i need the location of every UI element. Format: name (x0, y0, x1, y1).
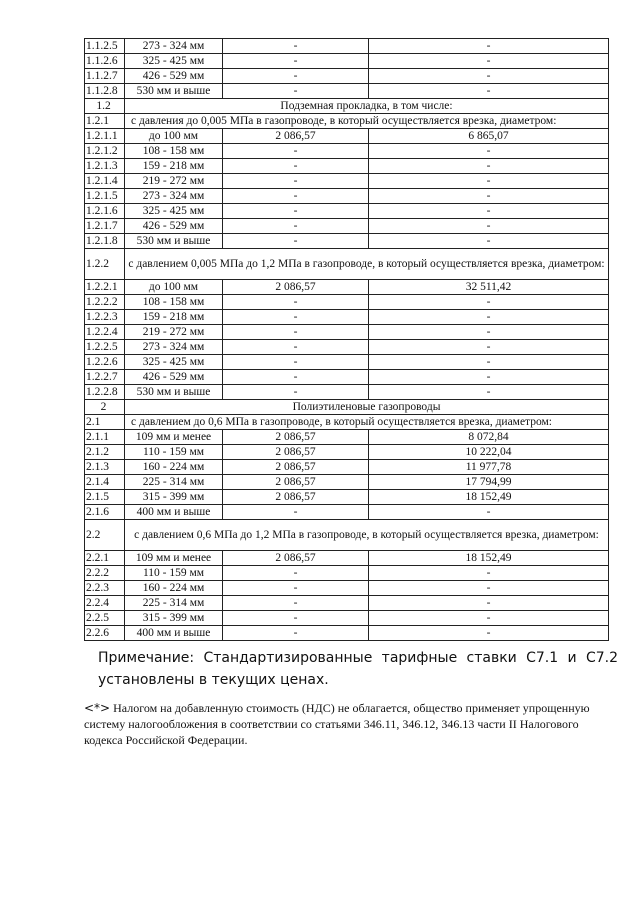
row-number: 1.2.2.6 (85, 355, 125, 370)
row-diameter: 400 мм и выше (125, 626, 223, 641)
row-number: 2.2.3 (85, 581, 125, 596)
table-row (85, 144, 609, 159)
row-heading: Полиэтиленовые газопроводы (125, 400, 609, 415)
row-number: 1.2.1.2 (85, 144, 125, 159)
row-diameter: 159 - 218 мм (125, 159, 223, 174)
subsection-header-row (85, 249, 609, 280)
row-rate-1: - (223, 69, 369, 84)
row-number: 2.2.4 (85, 596, 125, 611)
row-rate-2: 10 222,04 (369, 445, 609, 460)
row-number: 2.2.5 (85, 611, 125, 626)
row-rate-1: - (223, 310, 369, 325)
row-rate-2: - (369, 596, 609, 611)
row-number: 1.2.1.6 (85, 204, 125, 219)
row-number: 2.2.1 (85, 551, 125, 566)
row-rate-2: - (369, 566, 609, 581)
row-number: 1.2.1.5 (85, 189, 125, 204)
table-row (85, 355, 609, 370)
table-note: Примечание: Стандартизированные тарифные ставки C7.1 и C7.2 установлены в текущих ценах. (98, 650, 618, 688)
row-rate-2: - (369, 159, 609, 174)
subsection-header-row (85, 520, 609, 551)
row-diameter: 110 - 159 мм (125, 566, 223, 581)
row-rate-2: - (369, 325, 609, 340)
row-rate-1: - (223, 189, 369, 204)
row-rate-2: - (369, 174, 609, 189)
row-diameter: 225 - 314 мм (125, 475, 223, 490)
section-header-row (85, 400, 609, 415)
row-number: 2.1.5 (85, 490, 125, 505)
row-rate-2: - (369, 611, 609, 626)
row-diameter: 109 мм и менее (125, 551, 223, 566)
row-rate-2: - (369, 234, 609, 249)
table-row (85, 69, 609, 84)
row-rate-1: - (223, 144, 369, 159)
row-number: 2.1.4 (85, 475, 125, 490)
row-diameter: 315 - 399 мм (125, 611, 223, 626)
row-number: 1.2.1.3 (85, 159, 125, 174)
table-row (85, 505, 609, 520)
row-rate-2: - (369, 84, 609, 99)
row-number: 1.2.1.1 (85, 129, 125, 144)
row-number: 1.2.2.8 (85, 385, 125, 400)
row-rate-1: 2 086,57 (223, 475, 369, 490)
table-row (85, 174, 609, 189)
table-row (85, 234, 609, 249)
row-diameter: 225 - 314 мм (125, 596, 223, 611)
row-heading: с давлением 0,6 МПа до 1,2 МПа в газопроводе, в который осуществляется врезка, диаметром: (125, 520, 609, 551)
row-diameter: 426 - 529 мм (125, 370, 223, 385)
row-diameter: 325 - 425 мм (125, 54, 223, 69)
row-diameter: 159 - 218 мм (125, 310, 223, 325)
table-row (85, 159, 609, 174)
row-number: 1.2.2.1 (85, 280, 125, 295)
row-diameter: 219 - 272 мм (125, 325, 223, 340)
table-row (85, 370, 609, 385)
row-rate-2: 18 152,49 (369, 551, 609, 566)
row-rate-2: 8 072,84 (369, 430, 609, 445)
row-number: 2.1.3 (85, 460, 125, 475)
table-row (85, 340, 609, 355)
table-row (85, 204, 609, 219)
table-row (85, 626, 609, 641)
row-rate-2: - (369, 219, 609, 234)
row-number: 1.2.1 (85, 114, 125, 129)
section-header-row (85, 99, 609, 114)
table-row (85, 189, 609, 204)
row-number: 1.2.2 (85, 249, 125, 280)
row-diameter: 530 мм и выше (125, 84, 223, 99)
row-rate-2: 17 794,99 (369, 475, 609, 490)
row-rate-2: - (369, 370, 609, 385)
row-number: 1.1.2.6 (85, 54, 125, 69)
row-diameter: до 100 мм (125, 280, 223, 295)
row-diameter: 160 - 224 мм (125, 581, 223, 596)
row-rate-1: - (223, 54, 369, 69)
table-row (85, 310, 609, 325)
row-rate-1: - (223, 566, 369, 581)
table-row (85, 430, 609, 445)
row-rate-2: - (369, 189, 609, 204)
row-diameter: 273 - 324 мм (125, 39, 223, 54)
row-diameter: 108 - 158 мм (125, 144, 223, 159)
table-row (85, 611, 609, 626)
row-number: 1.2.1.8 (85, 234, 125, 249)
row-number: 1.1.2.5 (85, 39, 125, 54)
row-diameter: до 100 мм (125, 129, 223, 144)
row-heading: с давления до 0,005 МПа в газопроводе, в который осуществляется врезка, диаметром: (125, 114, 609, 129)
row-diameter: 110 - 159 мм (125, 445, 223, 460)
row-number: 1.2.2.5 (85, 340, 125, 355)
row-rate-2: - (369, 581, 609, 596)
row-rate-1: 2 086,57 (223, 490, 369, 505)
row-rate-1: - (223, 204, 369, 219)
row-diameter: 315 - 399 мм (125, 490, 223, 505)
row-number: 1.1.2.8 (85, 84, 125, 99)
row-rate-2: - (369, 626, 609, 641)
row-number: 1.1.2.7 (85, 69, 125, 84)
row-rate-1: - (223, 581, 369, 596)
row-number: 2.1.1 (85, 430, 125, 445)
row-rate-1: - (223, 385, 369, 400)
row-rate-2: - (369, 54, 609, 69)
row-rate-1: - (223, 596, 369, 611)
row-rate-1: 2 086,57 (223, 129, 369, 144)
row-rate-1: 2 086,57 (223, 430, 369, 445)
row-number: 1.2.2.4 (85, 325, 125, 340)
table-row (85, 385, 609, 400)
table-row (85, 325, 609, 340)
row-rate-1: - (223, 39, 369, 54)
table-row (85, 566, 609, 581)
table-row (85, 445, 609, 460)
row-heading: с давлением 0,005 МПа до 1,2 МПа в газопроводе, в который осуществляется врезка, диаметром: (125, 249, 609, 280)
row-number: 1.2.1.4 (85, 174, 125, 189)
row-diameter: 108 - 158 мм (125, 295, 223, 310)
row-diameter: 273 - 324 мм (125, 340, 223, 355)
table-row (85, 490, 609, 505)
footnote-text: Налогом на добавленную стоимость (НДС) не облагается, общество применяет упрощенную систему налогообложения в соответствии со статьями 346.11, 346.12, 346.13 части II Налогового кодекса Российской Федерации. (84, 701, 590, 747)
row-heading: с давлением до 0,6 МПа в газопроводе, в который осуществляется врезка, диаметром: (125, 415, 609, 430)
row-diameter: 325 - 425 мм (125, 204, 223, 219)
row-diameter: 273 - 324 мм (125, 189, 223, 204)
table-row (85, 54, 609, 69)
row-number: 1.2.1.7 (85, 219, 125, 234)
row-rate-2: 18 152,49 (369, 490, 609, 505)
row-rate-1: 2 086,57 (223, 445, 369, 460)
row-heading: Подземная прокладка, в том числе: (125, 99, 609, 114)
table-row (85, 475, 609, 490)
row-number: 2 (85, 400, 125, 415)
row-number: 2.1 (85, 415, 125, 430)
row-number: 2.1.6 (85, 505, 125, 520)
row-rate-2: - (369, 204, 609, 219)
row-rate-1: 2 086,57 (223, 551, 369, 566)
tariff-table (84, 38, 609, 641)
table-row (85, 295, 609, 310)
table-row (85, 219, 609, 234)
row-number: 2.2 (85, 520, 125, 551)
row-rate-1: - (223, 505, 369, 520)
table-row (85, 84, 609, 99)
row-number: 2.1.2 (85, 445, 125, 460)
row-rate-1: - (223, 611, 369, 626)
row-rate-1: - (223, 84, 369, 99)
row-rate-1: - (223, 325, 369, 340)
row-number: 1.2 (85, 99, 125, 114)
row-rate-1: - (223, 370, 369, 385)
row-rate-2: - (369, 340, 609, 355)
table-row (85, 551, 609, 566)
row-rate-2: 32 511,42 (369, 280, 609, 295)
table-row (85, 460, 609, 475)
row-rate-2: - (369, 355, 609, 370)
row-rate-1: - (223, 174, 369, 189)
row-diameter: 426 - 529 мм (125, 69, 223, 84)
row-diameter: 426 - 529 мм (125, 219, 223, 234)
row-diameter: 109 мм и менее (125, 430, 223, 445)
table-row (85, 39, 609, 54)
row-rate-2: - (369, 39, 609, 54)
subsection-header-row (85, 415, 609, 430)
row-number: 1.2.2.7 (85, 370, 125, 385)
tariff-table-body (85, 39, 609, 641)
table-row (85, 581, 609, 596)
row-number: 2.2.2 (85, 566, 125, 581)
table-row (85, 596, 609, 611)
row-rate-1: - (223, 340, 369, 355)
row-rate-2: - (369, 505, 609, 520)
table-row (85, 280, 609, 295)
row-rate-1: - (223, 295, 369, 310)
subsection-header-row (85, 114, 609, 129)
row-rate-1: - (223, 159, 369, 174)
row-rate-1: 2 086,57 (223, 280, 369, 295)
row-rate-2: 6 865,07 (369, 129, 609, 144)
row-rate-1: 2 086,57 (223, 460, 369, 475)
row-rate-2: - (369, 144, 609, 159)
row-number: 2.2.6 (85, 626, 125, 641)
row-diameter: 530 мм и выше (125, 234, 223, 249)
row-diameter: 219 - 272 мм (125, 174, 223, 189)
row-number: 1.2.2.3 (85, 310, 125, 325)
row-number: 1.2.2.2 (85, 295, 125, 310)
row-rate-2: - (369, 385, 609, 400)
row-diameter: 160 - 224 мм (125, 460, 223, 475)
row-rate-1: - (223, 626, 369, 641)
row-rate-2: 11 977,78 (369, 460, 609, 475)
row-diameter: 325 - 425 мм (125, 355, 223, 370)
tax-footnote (84, 700, 614, 748)
row-rate-2: - (369, 295, 609, 310)
row-rate-1: - (223, 234, 369, 249)
row-rate-2: - (369, 69, 609, 84)
row-rate-1: - (223, 355, 369, 370)
row-diameter: 400 мм и выше (125, 505, 223, 520)
footnote-mark: <*> (84, 701, 111, 715)
row-rate-2: - (369, 310, 609, 325)
row-diameter: 530 мм и выше (125, 385, 223, 400)
row-rate-1: - (223, 219, 369, 234)
table-row (85, 129, 609, 144)
